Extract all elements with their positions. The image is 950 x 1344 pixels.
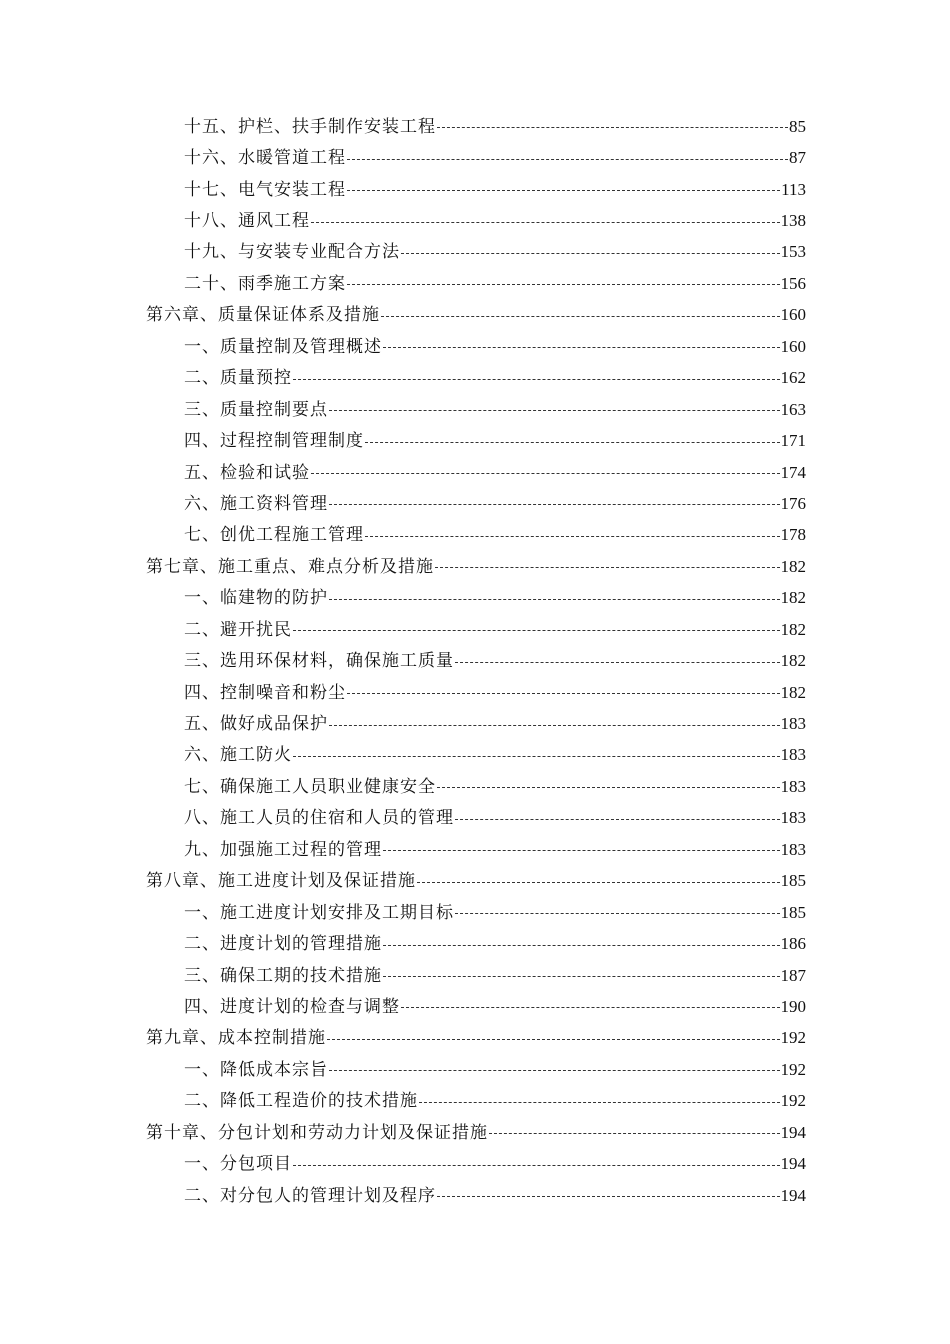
toc-section-entry bbox=[0, 111, 806, 142]
table-of-contents bbox=[0, 111, 950, 1211]
toc-leader-line bbox=[329, 1070, 780, 1071]
toc-entry-title: 一、施工进度计划安排及工期目标 bbox=[184, 902, 454, 923]
toc-leader-line bbox=[383, 347, 780, 348]
toc-section-entry bbox=[0, 520, 806, 551]
toc-leader-line bbox=[311, 222, 780, 223]
toc-section-entry bbox=[0, 394, 806, 425]
toc-section-entry bbox=[0, 928, 806, 959]
toc-entry-title: 四、过程控制管理制度 bbox=[184, 431, 364, 452]
toc-leader-line bbox=[401, 253, 780, 254]
toc-page-number: 87 bbox=[789, 148, 806, 168]
toc-page-number: 156 bbox=[780, 273, 806, 293]
toc-section-entry bbox=[0, 1180, 806, 1211]
toc-entry-title: 二、对分包人的管理计划及程序 bbox=[184, 1185, 436, 1206]
toc-entry-title: 七、确保施工人员职业健康安全 bbox=[184, 776, 436, 797]
toc-entry-title: 十九、与安装专业配合方法 bbox=[184, 242, 400, 263]
toc-leader-line bbox=[293, 1165, 780, 1166]
toc-page-number: 160 bbox=[780, 336, 806, 356]
toc-leader-line bbox=[329, 725, 780, 726]
toc-page-number: 190 bbox=[780, 996, 806, 1016]
toc-entry-title: 三、确保工期的技术措施 bbox=[184, 965, 382, 986]
toc-entry-title: 三、选用环保材料，确保施工质量 bbox=[184, 651, 454, 672]
toc-page-number: 182 bbox=[780, 556, 806, 576]
toc-section-entry bbox=[0, 142, 806, 173]
toc-entry-title: 第十章、分包计划和劳动力计划及保证措施 bbox=[146, 1122, 488, 1143]
toc-entry-title: 第七章、施工重点、难点分析及措施 bbox=[146, 556, 434, 577]
toc-entry-title: 二十、雨季施工方案 bbox=[184, 273, 346, 294]
toc-page-number: 192 bbox=[780, 1028, 806, 1048]
toc-page-number: 192 bbox=[780, 1059, 806, 1079]
toc-section-entry bbox=[0, 488, 806, 519]
toc-leader-line bbox=[383, 976, 780, 977]
toc-page-number: 176 bbox=[780, 493, 806, 513]
toc-entry-title: 九、加强施工过程的管理 bbox=[184, 839, 382, 860]
toc-entry-title: 一、降低成本宗旨 bbox=[184, 1059, 328, 1080]
toc-leader-line bbox=[435, 567, 780, 568]
toc-leader-line bbox=[437, 127, 788, 128]
toc-section-entry bbox=[0, 677, 806, 708]
toc-leader-line bbox=[347, 284, 780, 285]
toc-page-number: 153 bbox=[780, 242, 806, 262]
toc-page-number: 178 bbox=[780, 525, 806, 545]
toc-section-entry bbox=[0, 708, 806, 739]
toc-leader-line bbox=[455, 819, 780, 820]
toc-entry-title: 六、施工资料管理 bbox=[184, 493, 328, 514]
toc-page-number: 185 bbox=[780, 902, 806, 922]
toc-page-number: 194 bbox=[780, 1185, 806, 1205]
toc-section-entry bbox=[0, 740, 806, 771]
toc-entry-title: 十七、电气安装工程 bbox=[184, 179, 346, 200]
toc-page-number: 160 bbox=[780, 305, 806, 325]
toc-chapter-entry bbox=[0, 551, 806, 582]
toc-entry-title: 五、做好成品保护 bbox=[184, 714, 328, 735]
toc-page-number: 186 bbox=[780, 934, 806, 954]
toc-leader-line bbox=[419, 1102, 780, 1103]
toc-leader-line bbox=[365, 442, 780, 443]
toc-section-entry bbox=[0, 363, 806, 394]
toc-chapter-entry bbox=[0, 300, 806, 331]
toc-page-number: 171 bbox=[780, 431, 806, 451]
toc-entry-title: 二、避开扰民 bbox=[184, 619, 292, 640]
toc-entry-title: 五、检验和试验 bbox=[184, 462, 310, 483]
toc-leader-line bbox=[347, 159, 788, 160]
toc-leader-line bbox=[401, 1007, 780, 1008]
toc-entry-title: 十八、通风工程 bbox=[184, 211, 310, 232]
toc-page-number: 174 bbox=[780, 462, 806, 482]
toc-section-entry bbox=[0, 645, 806, 676]
toc-page-number: 182 bbox=[780, 651, 806, 671]
toc-entry-title: 一、临建物的防护 bbox=[184, 588, 328, 609]
toc-entry-title: 六、施工防火 bbox=[184, 745, 292, 766]
toc-entry-title: 二、降低工程造价的技术措施 bbox=[184, 1091, 418, 1112]
toc-leader-line bbox=[455, 913, 780, 914]
toc-page-number: 192 bbox=[780, 1091, 806, 1111]
toc-section-entry bbox=[0, 268, 806, 299]
toc-section-entry bbox=[0, 771, 806, 802]
toc-section-entry bbox=[0, 237, 806, 268]
toc-leader-line bbox=[347, 693, 780, 694]
toc-leader-line bbox=[437, 787, 780, 788]
toc-page-number: 185 bbox=[780, 871, 806, 891]
toc-entry-title: 十六、水暖管道工程 bbox=[184, 148, 346, 169]
toc-section-entry bbox=[0, 803, 806, 834]
toc-leader-line bbox=[455, 662, 780, 663]
toc-leader-line bbox=[329, 504, 780, 505]
toc-entry-title: 第九章、成本控制措施 bbox=[146, 1028, 326, 1049]
toc-chapter-entry bbox=[0, 1117, 806, 1148]
toc-page-number: 183 bbox=[780, 745, 806, 765]
toc-page-number: 182 bbox=[780, 619, 806, 639]
toc-leader-line bbox=[417, 882, 780, 883]
toc-leader-line bbox=[489, 1133, 780, 1134]
toc-entry-title: 二、进度计划的管理措施 bbox=[184, 934, 382, 955]
toc-section-entry bbox=[0, 174, 806, 205]
toc-section-entry bbox=[0, 897, 806, 928]
toc-section-entry bbox=[0, 834, 806, 865]
toc-page-number: 183 bbox=[780, 714, 806, 734]
toc-page-number: 183 bbox=[780, 839, 806, 859]
toc-entry-title: 二、质量预控 bbox=[184, 368, 292, 389]
toc-page-number: 85 bbox=[789, 116, 806, 136]
toc-entry-title: 四、控制噪音和粉尘 bbox=[184, 682, 346, 703]
toc-entry-title: 一、分包项目 bbox=[184, 1154, 292, 1175]
toc-page-number: 138 bbox=[780, 211, 806, 231]
toc-section-entry bbox=[0, 425, 806, 456]
toc-page-number: 182 bbox=[780, 682, 806, 702]
toc-section-entry bbox=[0, 991, 806, 1022]
toc-page-number: 183 bbox=[780, 776, 806, 796]
toc-page-number: 182 bbox=[780, 588, 806, 608]
toc-section-entry bbox=[0, 205, 806, 236]
toc-chapter-entry bbox=[0, 1023, 806, 1054]
toc-leader-line bbox=[381, 316, 780, 317]
toc-entry-title: 八、施工人员的住宿和人员的管理 bbox=[184, 808, 454, 829]
toc-leader-line bbox=[347, 190, 780, 191]
toc-section-entry bbox=[0, 583, 806, 614]
toc-page-number: 194 bbox=[780, 1122, 806, 1142]
toc-leader-line bbox=[383, 850, 780, 851]
toc-entry-title: 十五、护栏、扶手制作安装工程 bbox=[184, 116, 436, 137]
toc-leader-line bbox=[437, 1196, 780, 1197]
toc-section-entry bbox=[0, 960, 806, 991]
toc-entry-title: 第八章、施工进度计划及保证措施 bbox=[146, 871, 416, 892]
toc-leader-line bbox=[293, 379, 780, 380]
toc-section-entry bbox=[0, 457, 806, 488]
toc-page-number: 162 bbox=[780, 368, 806, 388]
toc-leader-line bbox=[293, 756, 780, 757]
toc-leader-line bbox=[329, 599, 780, 600]
toc-leader-line bbox=[311, 473, 780, 474]
toc-page-number: 194 bbox=[780, 1154, 806, 1174]
toc-entry-title: 七、创优工程施工管理 bbox=[184, 525, 364, 546]
toc-page-number: 163 bbox=[780, 399, 806, 419]
toc-section-entry bbox=[0, 614, 806, 645]
toc-section-entry bbox=[0, 331, 806, 362]
toc-page-number: 113 bbox=[781, 179, 806, 199]
toc-chapter-entry bbox=[0, 866, 806, 897]
toc-entry-title: 三、质量控制要点 bbox=[184, 399, 328, 420]
toc-leader-line bbox=[329, 410, 780, 411]
toc-entry-title: 一、质量控制及管理概述 bbox=[184, 336, 382, 357]
toc-leader-line bbox=[365, 536, 780, 537]
toc-section-entry bbox=[0, 1054, 806, 1085]
toc-section-entry bbox=[0, 1148, 806, 1179]
toc-page-number: 187 bbox=[780, 965, 806, 985]
toc-leader-line bbox=[383, 945, 780, 946]
toc-page-number: 183 bbox=[780, 808, 806, 828]
toc-leader-line bbox=[293, 630, 780, 631]
toc-entry-title: 四、进度计划的检查与调整 bbox=[184, 996, 400, 1017]
toc-leader-line bbox=[327, 1039, 780, 1040]
toc-section-entry bbox=[0, 1086, 806, 1117]
toc-entry-title: 第六章、质量保证体系及措施 bbox=[146, 305, 380, 326]
